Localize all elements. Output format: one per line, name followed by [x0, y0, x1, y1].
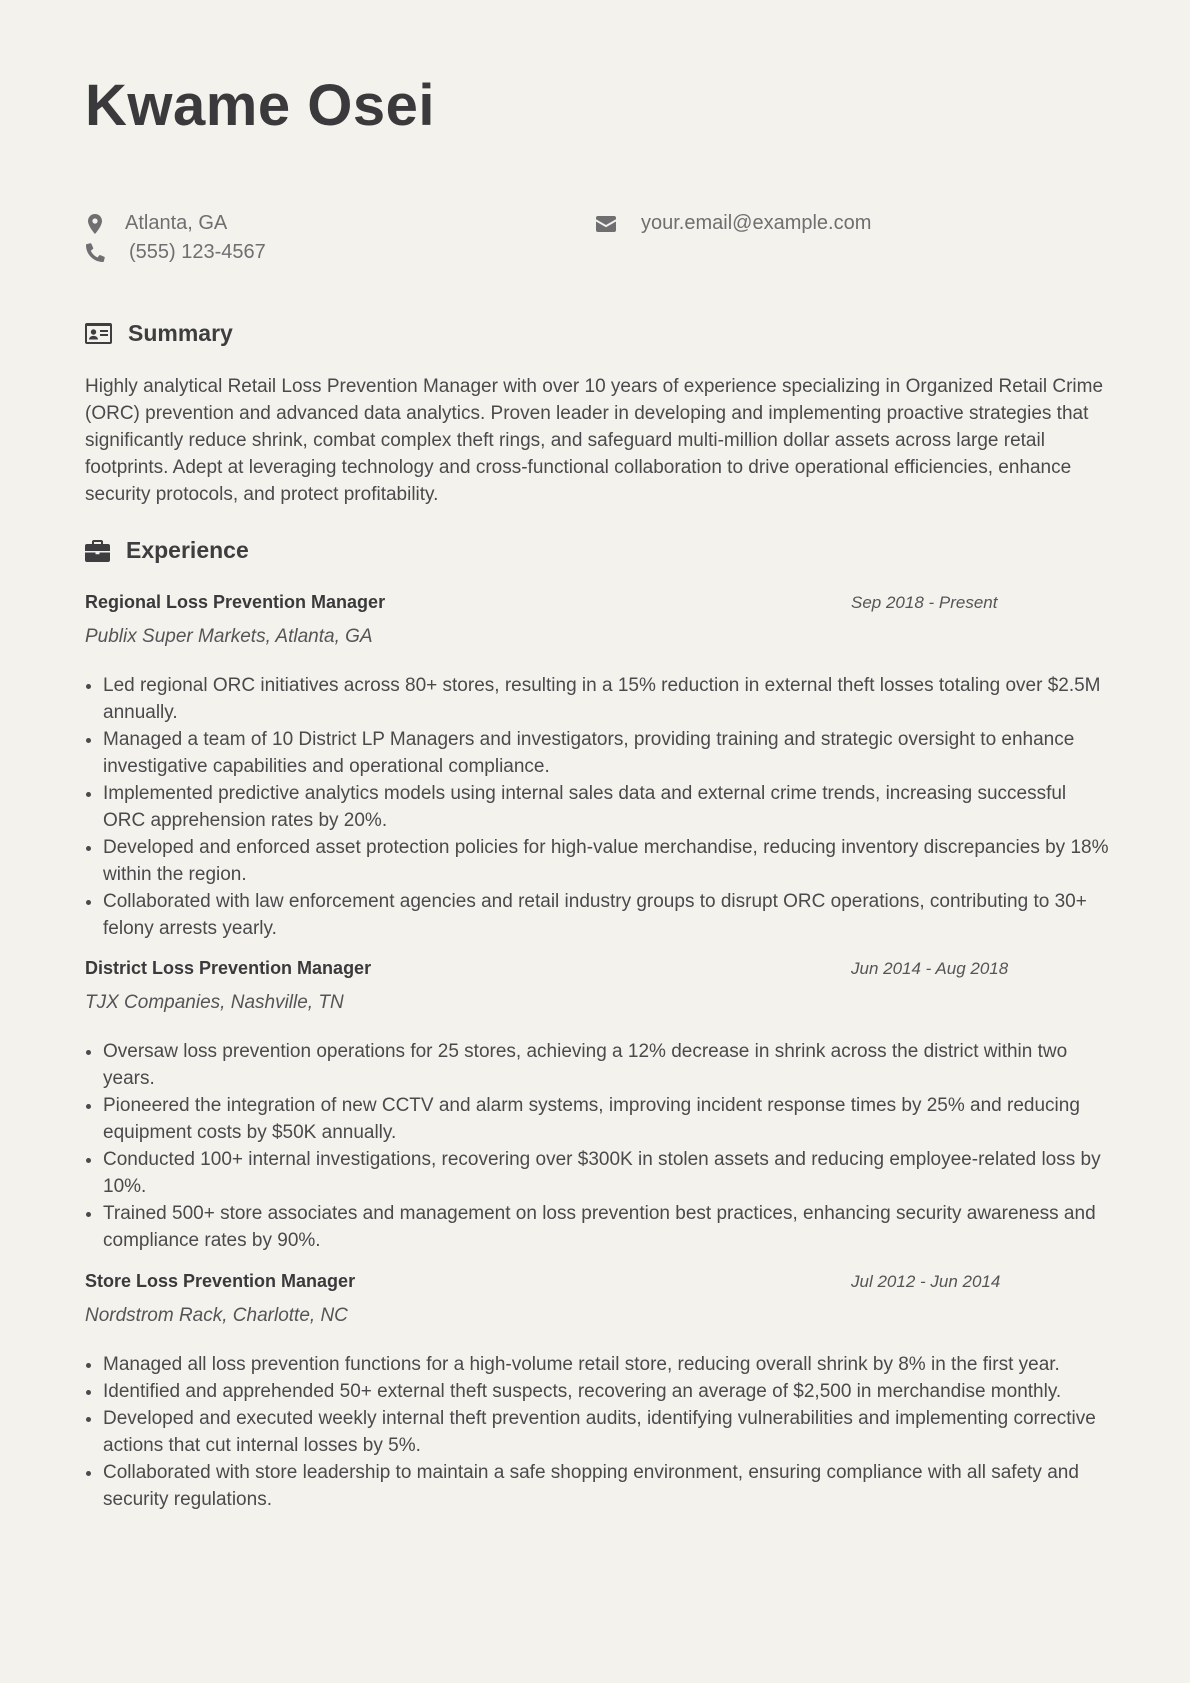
- map-marker-icon: [85, 213, 105, 235]
- job-bullet: Developed and enforced asset protection policies for high-value merchandise, reducing inventory discrepancies by 18% within the region.: [85, 834, 1110, 888]
- summary-text: Highly analytical Retail Loss Prevention Manager with over 10 years of experience specializing in Organized Retail Crime (ORC) prevention and advanced data analytics. Proven leader in developing and implementing proactive strategies that significantly reduce shrink, combat complex theft rings, and safeguard multi-million dollar assets across large retail footprints. Adept at leveraging technology and cross-functional collaboration to drive operational efficiencies, enhance security protocols, and protect profitability.: [85, 376, 1104, 505]
- job-bullet: Led regional ORC initiatives across 80+ stores, resulting in a 15% reduction in external theft losses totaling over $2.5M annually.: [85, 672, 1110, 726]
- job-bullets: [85, 1351, 1110, 1513]
- job-company: Publix Super Markets, Atlanta, GA: [85, 626, 373, 647]
- job-bullets: [85, 1038, 1110, 1254]
- job-bullet: Developed and executed weekly internal theft prevention audits, identifying vulnerabilities and implementing corrective actions that cut internal losses by 5%.: [85, 1405, 1110, 1459]
- job-bullets: [85, 672, 1110, 942]
- job-bullet: Managed a team of 10 District LP Managers and investigators, providing training and strategic oversight to enhance investigative capabilities and operational compliance.: [85, 726, 1110, 780]
- contact-location: [85, 212, 227, 235]
- summary-heading-label: Summary: [128, 320, 233, 346]
- job-bullet: Identified and apprehended 50+ external theft suspects, recovering an average of $2,500 in merchandise monthly.: [85, 1378, 1110, 1405]
- envelope-icon: [595, 213, 617, 235]
- contact-phone: [85, 241, 266, 264]
- contact-info: [85, 0, 1105, 280]
- job-dates: Jul 2012 - Jun 2014: [851, 1272, 1001, 1291]
- briefcase-icon: [85, 540, 110, 562]
- summary-heading: [85, 320, 233, 347]
- experience-heading-label: Experience: [126, 537, 249, 563]
- job-dates: Jun 2014 - Aug 2018: [851, 959, 1009, 978]
- job-bullet: Trained 500+ store associates and management on loss prevention best practices, enhancing security awareness and compliance rates by 90%.: [85, 1200, 1110, 1254]
- id-card-icon: [85, 323, 112, 344]
- phone-text: (555) 123-4567: [129, 241, 266, 263]
- job-bullet: Managed all loss prevention functions for a high-volume retail store, reducing overall shrink by 8% in the first year.: [85, 1351, 1110, 1378]
- job-bullet: Implemented predictive analytics models using internal sales data and external crime trends, increasing successful ORC apprehension rates by 20%.: [85, 780, 1110, 834]
- job-dates: Sep 2018 - Present: [851, 593, 998, 612]
- job-bullet: Collaborated with law enforcement agencies and retail industry groups to disrupt ORC operations, contributing to 30+ felony arrests yearly.: [85, 888, 1110, 942]
- job-bullet: Pioneered the integration of new CCTV and alarm systems, improving incident response times by 25% and reducing equipment costs by $50K annually.: [85, 1092, 1110, 1146]
- job-title: Regional Loss Prevention Manager: [85, 592, 386, 612]
- job-company: TJX Companies, Nashville, TN: [85, 992, 344, 1013]
- job-bullet: Collaborated with store leadership to maintain a safe shopping environment, ensuring compliance with all safety and security regulations.: [85, 1459, 1110, 1513]
- job-bullet: Conducted 100+ internal investigations, recovering over $300K in stolen assets and reducing employee-related loss by 10%.: [85, 1146, 1110, 1200]
- email-link[interactable]: your.email@example.com: [641, 212, 872, 234]
- job-bullet: Oversaw loss prevention operations for 25 stores, achieving a 12% decrease in shrink across the district within two years.: [85, 1038, 1110, 1092]
- location-text: Atlanta, GA: [125, 212, 228, 234]
- job-company: Nordstrom Rack, Charlotte, NC: [85, 1305, 348, 1326]
- candidate-name: Kwame Osei: [85, 73, 435, 138]
- job-title: Store Loss Prevention Manager: [85, 1271, 356, 1291]
- experience-heading: [85, 537, 249, 564]
- contact-email[interactable]: [595, 212, 871, 235]
- job-title: District Loss Prevention Manager: [85, 958, 372, 978]
- phone-icon: [85, 242, 105, 264]
